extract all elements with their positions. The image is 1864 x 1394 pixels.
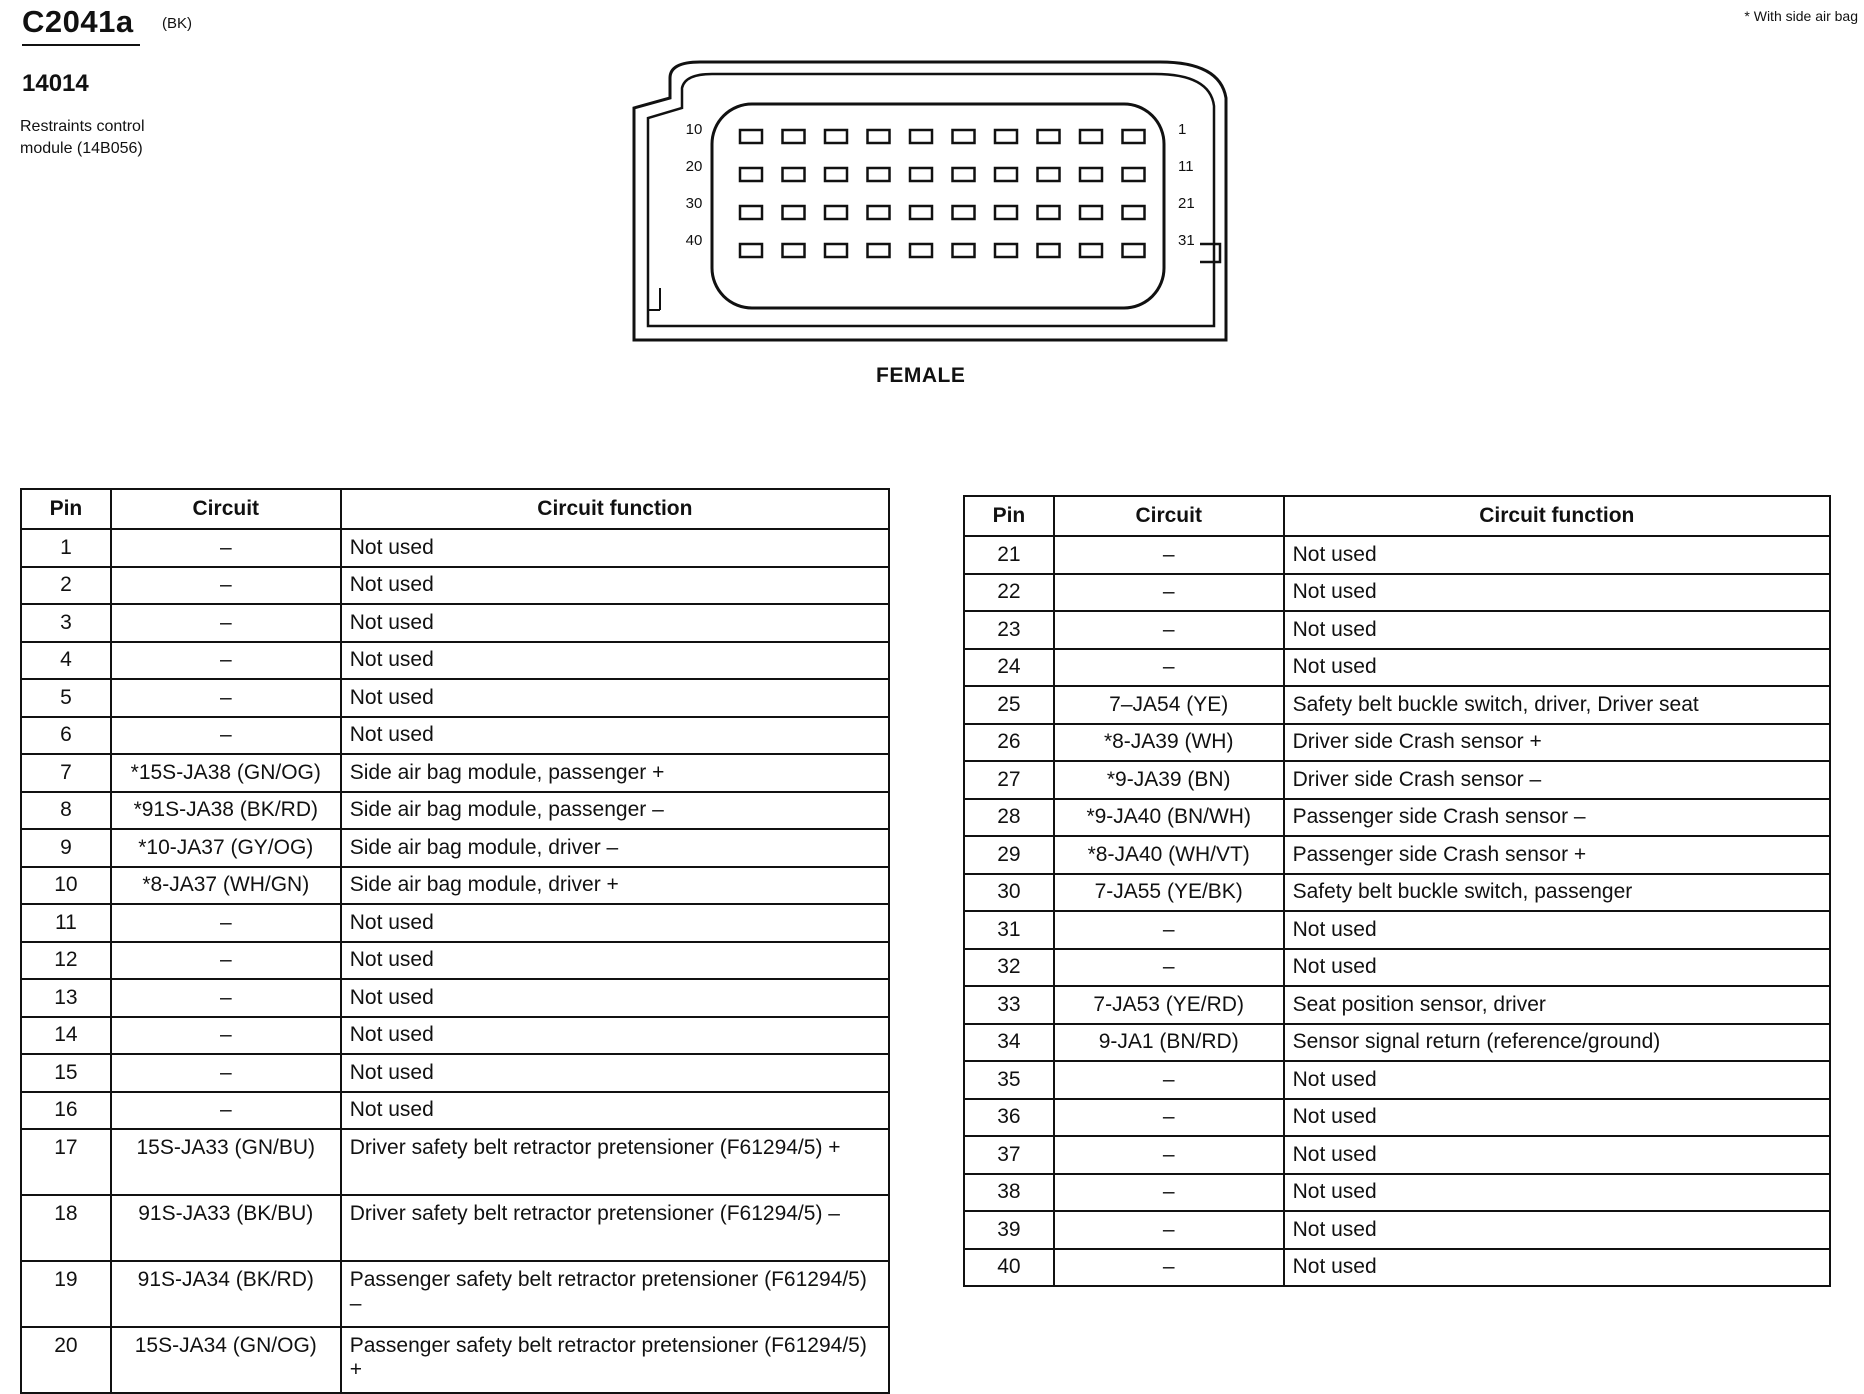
- circuit-cell: 9-JA1 (BN/RD): [1054, 1024, 1284, 1062]
- circuit-function-cell: Not used: [341, 904, 889, 942]
- pin-cell: 8: [21, 792, 111, 830]
- header-circuit-function: Circuit function: [1284, 496, 1830, 536]
- right-pin-labels: [1178, 121, 1195, 249]
- circuit-cell: 7-JA53 (YE/RD): [1054, 986, 1284, 1024]
- circuit-function-cell: Not used: [341, 942, 889, 980]
- circuit-cell: 15S-JA34 (GN/OG): [111, 1327, 341, 1393]
- pin-cavity: [1123, 168, 1145, 181]
- pin-cavity: [953, 244, 975, 257]
- table-row: [964, 1024, 1830, 1062]
- module-description: Restraints control module (14B056): [20, 118, 145, 157]
- circuit-cell: *8-JA40 (WH/VT): [1054, 836, 1284, 874]
- pin-cell: 7: [21, 754, 111, 792]
- circuit-function-cell: Not used: [341, 1017, 889, 1055]
- pin-cell: 29: [964, 836, 1054, 874]
- pin-cavity: [910, 244, 932, 257]
- pin-cavity: [995, 130, 1017, 143]
- table-row: [21, 1129, 889, 1195]
- pin-cavity: [910, 206, 932, 219]
- table-row: [21, 1261, 889, 1327]
- pin-cavity: [783, 244, 805, 257]
- circuit-function-cell: Not used: [341, 679, 889, 717]
- pin-cavity: [953, 206, 975, 219]
- circuit-function-cell: Passenger safety belt retractor pretensioner (F61294/5) –: [341, 1261, 889, 1327]
- table-row: [21, 904, 889, 942]
- table-row: [964, 1099, 1830, 1137]
- pin-cell: 27: [964, 761, 1054, 799]
- pin-cell: 9: [21, 829, 111, 867]
- pin-cavity: [825, 244, 847, 257]
- table-row: [964, 686, 1830, 724]
- circuit-cell: 7-JA55 (YE/BK): [1054, 874, 1284, 912]
- pin-number-label: 21: [1178, 195, 1195, 212]
- pin-cavity: [995, 206, 1017, 219]
- table-row: [964, 874, 1830, 912]
- table-row: [964, 911, 1830, 949]
- circuit-cell: –: [111, 904, 341, 942]
- pin-cavity: [953, 130, 975, 143]
- circuit-function-cell: Driver safety belt retractor pretensioner (F61294/5) +: [341, 1129, 889, 1195]
- pin-number-label: 1: [1178, 121, 1187, 138]
- pin-cell: 31: [964, 911, 1054, 949]
- circuit-cell: –: [111, 679, 341, 717]
- header-pin: Pin: [21, 489, 111, 529]
- circuit-cell: –: [1054, 574, 1284, 612]
- circuit-cell: *9-JA40 (BN/WH): [1054, 799, 1284, 837]
- circuit-cell: –: [1054, 1249, 1284, 1287]
- circuit-cell: –: [1054, 1174, 1284, 1212]
- circuit-cell: *8-JA37 (WH/GN): [111, 867, 341, 905]
- circuit-cell: *9-JA39 (BN): [1054, 761, 1284, 799]
- pin-table-left: [20, 488, 890, 1394]
- table-row: [964, 761, 1830, 799]
- pin-cell: 38: [964, 1174, 1054, 1212]
- pin-cavity: [868, 168, 890, 181]
- circuit-function-cell: Not used: [1284, 536, 1830, 574]
- circuit-function-cell: Side air bag module, passenger +: [341, 754, 889, 792]
- pin-cell: 23: [964, 611, 1054, 649]
- table-row: [21, 829, 889, 867]
- circuit-function-cell: Driver side Crash sensor –: [1284, 761, 1830, 799]
- circuit-function-cell: Not used: [341, 529, 889, 567]
- circuit-function-cell: Not used: [1284, 649, 1830, 687]
- pin-cell: 11: [21, 904, 111, 942]
- circuit-function-cell: Driver side Crash sensor +: [1284, 724, 1830, 762]
- table-row: [21, 1017, 889, 1055]
- circuit-cell: –: [111, 567, 341, 605]
- table-row: [21, 1054, 889, 1092]
- connector-face-diagram: [630, 58, 1240, 348]
- pin-grid: [740, 130, 1145, 257]
- pin-cavity: [825, 168, 847, 181]
- circuit-function-cell: Not used: [1284, 911, 1830, 949]
- pin-cell: 28: [964, 799, 1054, 837]
- table-row: [964, 986, 1830, 1024]
- table-row: [21, 567, 889, 605]
- table-row: [21, 1092, 889, 1130]
- circuit-function-cell: Not used: [341, 1054, 889, 1092]
- table-row: [21, 942, 889, 980]
- circuit-cell: –: [111, 1092, 341, 1130]
- header-circuit: Circuit: [111, 489, 341, 529]
- circuit-function-cell: Driver safety belt retractor pretensioner (F61294/5) –: [341, 1195, 889, 1261]
- pin-cavity: [783, 206, 805, 219]
- circuit-function-cell: Passenger side Crash sensor –: [1284, 799, 1830, 837]
- pin-cavity: [1038, 130, 1060, 143]
- circuit-cell: –: [111, 642, 341, 680]
- pin-cell: 33: [964, 986, 1054, 1024]
- pin-cavity: [783, 168, 805, 181]
- connector-latch: [1200, 244, 1220, 262]
- header-pin: Pin: [964, 496, 1054, 536]
- circuit-function-cell: Not used: [341, 604, 889, 642]
- circuit-function-cell: Not used: [1284, 1174, 1830, 1212]
- pin-cell: 26: [964, 724, 1054, 762]
- connector-color: (BK): [162, 15, 192, 32]
- pin-cell: 25: [964, 686, 1054, 724]
- pin-number-label: 10: [685, 121, 703, 138]
- circuit-function-cell: Not used: [1284, 1136, 1830, 1174]
- table-row: [964, 949, 1830, 987]
- table-row: [21, 867, 889, 905]
- table-row: [21, 1327, 889, 1393]
- pin-cell: 32: [964, 949, 1054, 987]
- pin-cell: 4: [21, 642, 111, 680]
- circuit-function-cell: Not used: [341, 1092, 889, 1130]
- circuit-function-cell: Sensor signal return (reference/ground): [1284, 1024, 1830, 1062]
- pin-cell: 19: [21, 1261, 111, 1327]
- pin-cell: 24: [964, 649, 1054, 687]
- table-row: [964, 1211, 1830, 1249]
- circuit-cell: –: [111, 529, 341, 567]
- pin-cell: 16: [21, 1092, 111, 1130]
- circuit-function-cell: Not used: [1284, 949, 1830, 987]
- pin-cell: 20: [21, 1327, 111, 1393]
- table-row: [964, 1061, 1830, 1099]
- pin-cell: 12: [21, 942, 111, 980]
- pin-cavity: [1038, 206, 1060, 219]
- pin-cell: 13: [21, 979, 111, 1017]
- pin-cavity: [783, 130, 805, 143]
- table-row: [21, 717, 889, 755]
- circuit-function-cell: Not used: [1284, 611, 1830, 649]
- table-row: [964, 1136, 1830, 1174]
- table-row: [964, 536, 1830, 574]
- circuit-function-cell: Side air bag module, passenger –: [341, 792, 889, 830]
- table-row: [964, 574, 1830, 612]
- connector-inner-shell: [648, 74, 1214, 326]
- pin-cell: 36: [964, 1099, 1054, 1137]
- pin-cavity: [1123, 206, 1145, 219]
- circuit-cell: *15S-JA38 (GN/OG): [111, 754, 341, 792]
- pin-cavity: [740, 206, 762, 219]
- pin-number-label: 30: [685, 195, 703, 212]
- pin-cavity: [868, 206, 890, 219]
- circuit-function-cell: Not used: [1284, 1249, 1830, 1287]
- circuit-cell: –: [1054, 911, 1284, 949]
- pin-cavity: [740, 244, 762, 257]
- pin-cell: 2: [21, 567, 111, 605]
- pin-cavity: [868, 244, 890, 257]
- pin-cavity: [1080, 206, 1102, 219]
- connector-id-underline: [22, 44, 140, 46]
- table-row: [21, 642, 889, 680]
- pin-cavity: [825, 130, 847, 143]
- table-row: [964, 1249, 1830, 1287]
- pin-cell: 34: [964, 1024, 1054, 1062]
- table-row: [964, 649, 1830, 687]
- pin-number-label: 11: [1178, 158, 1194, 175]
- pin-table-right: [963, 495, 1831, 1287]
- pin-cell: 40: [964, 1249, 1054, 1287]
- table-header-row: [21, 489, 889, 529]
- pin-cell: 15: [21, 1054, 111, 1092]
- connector-id: C2041a: [22, 4, 134, 39]
- circuit-cell: *8-JA39 (WH): [1054, 724, 1284, 762]
- circuit-cell: –: [1054, 1061, 1284, 1099]
- table-row: [21, 529, 889, 567]
- table-row: [964, 799, 1830, 837]
- table-row: [21, 754, 889, 792]
- pin-number-label: 40: [685, 232, 703, 249]
- circuit-cell: 7–JA54 (YE): [1054, 686, 1284, 724]
- circuit-cell: –: [1054, 536, 1284, 574]
- circuit-function-cell: Seat position sensor, driver: [1284, 986, 1830, 1024]
- table-row: [21, 679, 889, 717]
- pin-cell: 39: [964, 1211, 1054, 1249]
- pin-cavity: [868, 130, 890, 143]
- pin-cavity: [910, 168, 932, 181]
- pin-cavity: [910, 130, 932, 143]
- circuit-function-cell: Not used: [341, 567, 889, 605]
- circuit-cell: *91S-JA38 (BK/RD): [111, 792, 341, 830]
- gender-label: FEMALE: [876, 364, 966, 387]
- table-header-row: [964, 496, 1830, 536]
- pin-cavity: [1080, 168, 1102, 181]
- pin-cavity: [1123, 244, 1145, 257]
- pin-cell: 5: [21, 679, 111, 717]
- circuit-cell: –: [111, 979, 341, 1017]
- pin-cavity: [1038, 168, 1060, 181]
- pin-cell: 14: [21, 1017, 111, 1055]
- pin-cavity: [953, 168, 975, 181]
- circuit-cell: 15S-JA33 (GN/BU): [111, 1129, 341, 1195]
- pin-cavity: [1038, 244, 1060, 257]
- circuit-cell: –: [1054, 949, 1284, 987]
- pin-cavity: [740, 168, 762, 181]
- pin-cell: 30: [964, 874, 1054, 912]
- pin-cell: 37: [964, 1136, 1054, 1174]
- pin-cell: 17: [21, 1129, 111, 1195]
- footnote: * With side air bag: [1744, 8, 1858, 24]
- pin-number-label: 31: [1178, 232, 1195, 249]
- pin-cavity: [995, 244, 1017, 257]
- left-pin-labels: [686, 121, 703, 249]
- circuit-function-cell: Not used: [1284, 1099, 1830, 1137]
- header-circuit-function: Circuit function: [341, 489, 889, 529]
- pin-number-label: 20: [685, 158, 703, 175]
- circuit-cell: 91S-JA34 (BK/RD): [111, 1261, 341, 1327]
- pin-cell: 6: [21, 717, 111, 755]
- pin-cavity: [825, 206, 847, 219]
- circuit-function-cell: Not used: [1284, 574, 1830, 612]
- pin-cavity: [995, 168, 1017, 181]
- table-row: [21, 604, 889, 642]
- part-number: 14014: [22, 70, 89, 97]
- table-row: [964, 1174, 1830, 1212]
- circuit-cell: –: [111, 717, 341, 755]
- circuit-cell: –: [111, 1017, 341, 1055]
- pin-cavity: [740, 130, 762, 143]
- circuit-function-cell: Not used: [341, 717, 889, 755]
- circuit-function-cell: Safety belt buckle switch, driver, Driver seat: [1284, 686, 1830, 724]
- circuit-function-cell: Not used: [341, 642, 889, 680]
- circuit-cell: –: [111, 1054, 341, 1092]
- pin-cell: 22: [964, 574, 1054, 612]
- circuit-function-cell: Not used: [1284, 1211, 1830, 1249]
- pin-cell: 10: [21, 867, 111, 905]
- circuit-function-cell: Safety belt buckle switch, passenger: [1284, 874, 1830, 912]
- pin-cell: 3: [21, 604, 111, 642]
- circuit-function-cell: Passenger safety belt retractor pretensioner (F61294/5) +: [341, 1327, 889, 1393]
- circuit-function-cell: Passenger side Crash sensor +: [1284, 836, 1830, 874]
- table-row: [21, 792, 889, 830]
- circuit-cell: –: [111, 942, 341, 980]
- pin-cell: 21: [964, 536, 1054, 574]
- circuit-cell: 91S-JA33 (BK/BU): [111, 1195, 341, 1261]
- table-row: [964, 836, 1830, 874]
- table-row: [964, 611, 1830, 649]
- pin-cell: 18: [21, 1195, 111, 1261]
- circuit-function-cell: Side air bag module, driver +: [341, 867, 889, 905]
- circuit-cell: *10-JA37 (GY/OG): [111, 829, 341, 867]
- circuit-function-cell: Side air bag module, driver –: [341, 829, 889, 867]
- table-row: [21, 1195, 889, 1261]
- circuit-cell: –: [1054, 611, 1284, 649]
- pin-cavity: [1080, 244, 1102, 257]
- circuit-cell: –: [1054, 1099, 1284, 1137]
- pin-cell: 1: [21, 529, 111, 567]
- circuit-function-cell: Not used: [1284, 1061, 1830, 1099]
- circuit-cell: –: [1054, 1136, 1284, 1174]
- pin-cell: 35: [964, 1061, 1054, 1099]
- circuit-cell: –: [1054, 649, 1284, 687]
- pin-cavity: [1080, 130, 1102, 143]
- pin-cavity: [1123, 130, 1145, 143]
- table-row: [964, 724, 1830, 762]
- circuit-cell: –: [1054, 1211, 1284, 1249]
- circuit-function-cell: Not used: [341, 979, 889, 1017]
- table-row: [21, 979, 889, 1017]
- circuit-cell: –: [111, 604, 341, 642]
- header-circuit: Circuit: [1054, 496, 1284, 536]
